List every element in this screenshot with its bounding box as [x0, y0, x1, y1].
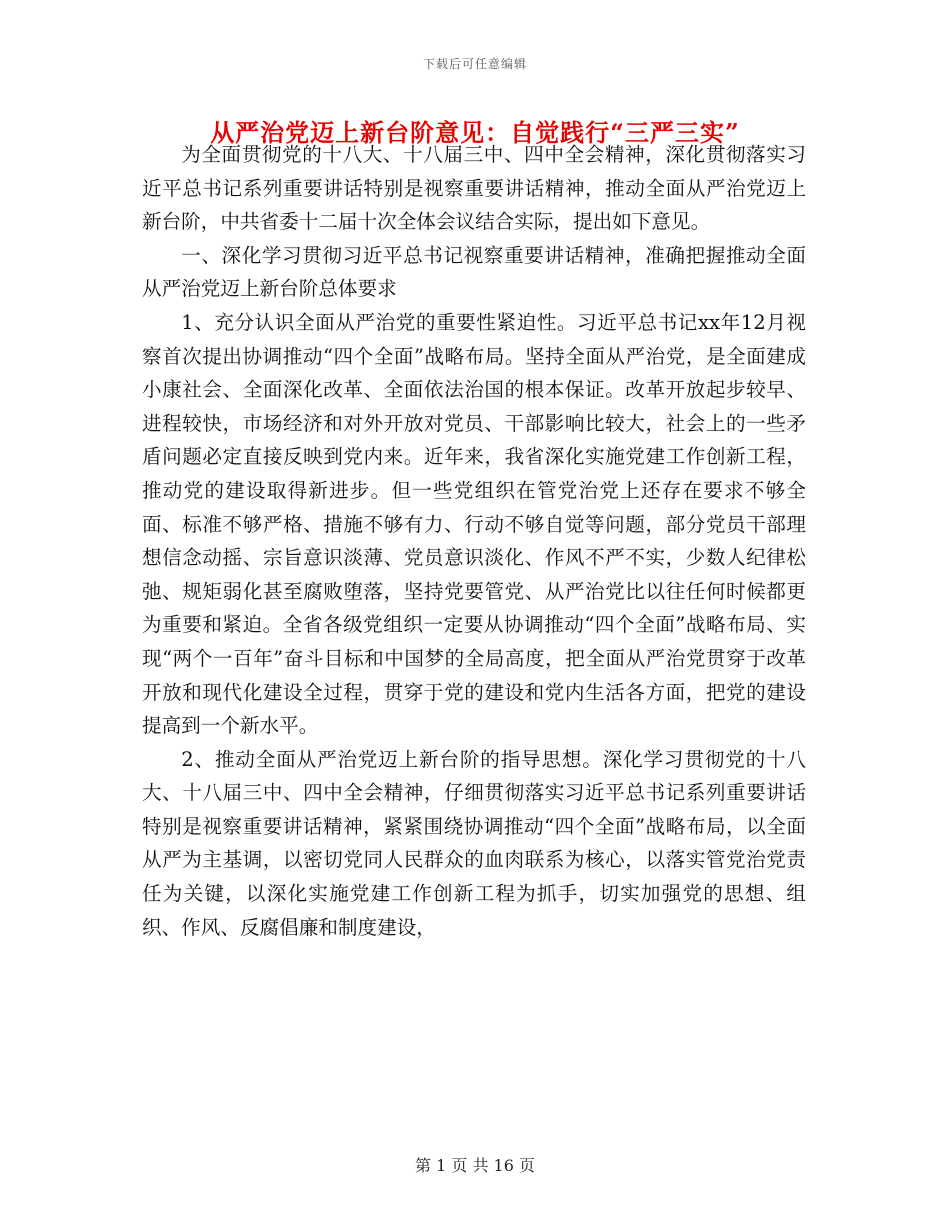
- paragraph-section-heading: 一、深化学习贯彻习近平总书记视察重要讲话精神，准确把握推动全面从严治党迈上新台阶总体要求: [142, 243, 806, 301]
- header-note: 下载后可任意编辑: [422, 57, 527, 71]
- paragraph-intro: 为全面贯彻党的十八大、十八届三中、四中全会精神，深化贯彻落实习近平总书记系列重要讲话特别是视察重要讲话精神，推动全面从严治党迈上新台阶，中共省委十二届十次全体会议结合实际，提出如下意见。: [142, 143, 806, 234]
- document-title: 从严治党迈上新台阶意见：自觉践行“三严三实”: [210, 118, 740, 147]
- document-body: [142, 138, 806, 944]
- paragraph-item-2: 2、推动全面从严治党迈上新台阶的指导思想。深化学习贯彻党的十八大、十八届三中、四中全会精神，仔细贯彻落实习近平总书记系列重要讲话特别是视察重要讲话精神，紧紧围绕协调推动“四个全面”战略布局，以全面从严为主基调，以密切党同人民群众的血肉联系为核心，以落实管党治党责任为关键，以深化实施党建工作创新工程为抓手，切实加强党的思想、组织、作风、反腐倡廉和制度建设，: [142, 747, 806, 939]
- paragraph-item-1: 1、充分认识全面从严治党的重要性紧迫性。习近平总书记xx年12月视察首次提出协调推动“四个全面”战略布局。坚持全面从严治党，是全面建成小康社会、全面深化改革、全面依法治国的根本保证。改革开放起步较早、进程较快，市场经济和对外开放对党员、干部影响比较大，社会上的一些矛盾问题必定直接反映到党内来。近年来，我省深化实施党建工作创新工程，推动党的建设取得新进步。但一些党组织在管党治党上还存在要求不够全面、标准不够严格、措施不够有力、行动不够自觉等问题，部分党员干部理想信念动摇、宗旨意识淡薄、党员意识淡化、作风不严不实，少数人纪律松弛、规矩弱化甚至腐败堕落，坚持党要管党、从严治党比以往任何时候都更为重要和紧迫。全省各级党组织一定要从协调推动“四个全面”战略布局、实现“两个一百年”奋斗目标和中国梦的全局高度，把全面从严治党贯穿于改革开放和现代化建设全过程，贯穿于党的建设和党内生活各方面，把党的建设提高到一个新水平。: [142, 310, 806, 738]
- page-number: 第 1 页 共 16 页: [415, 1156, 535, 1175]
